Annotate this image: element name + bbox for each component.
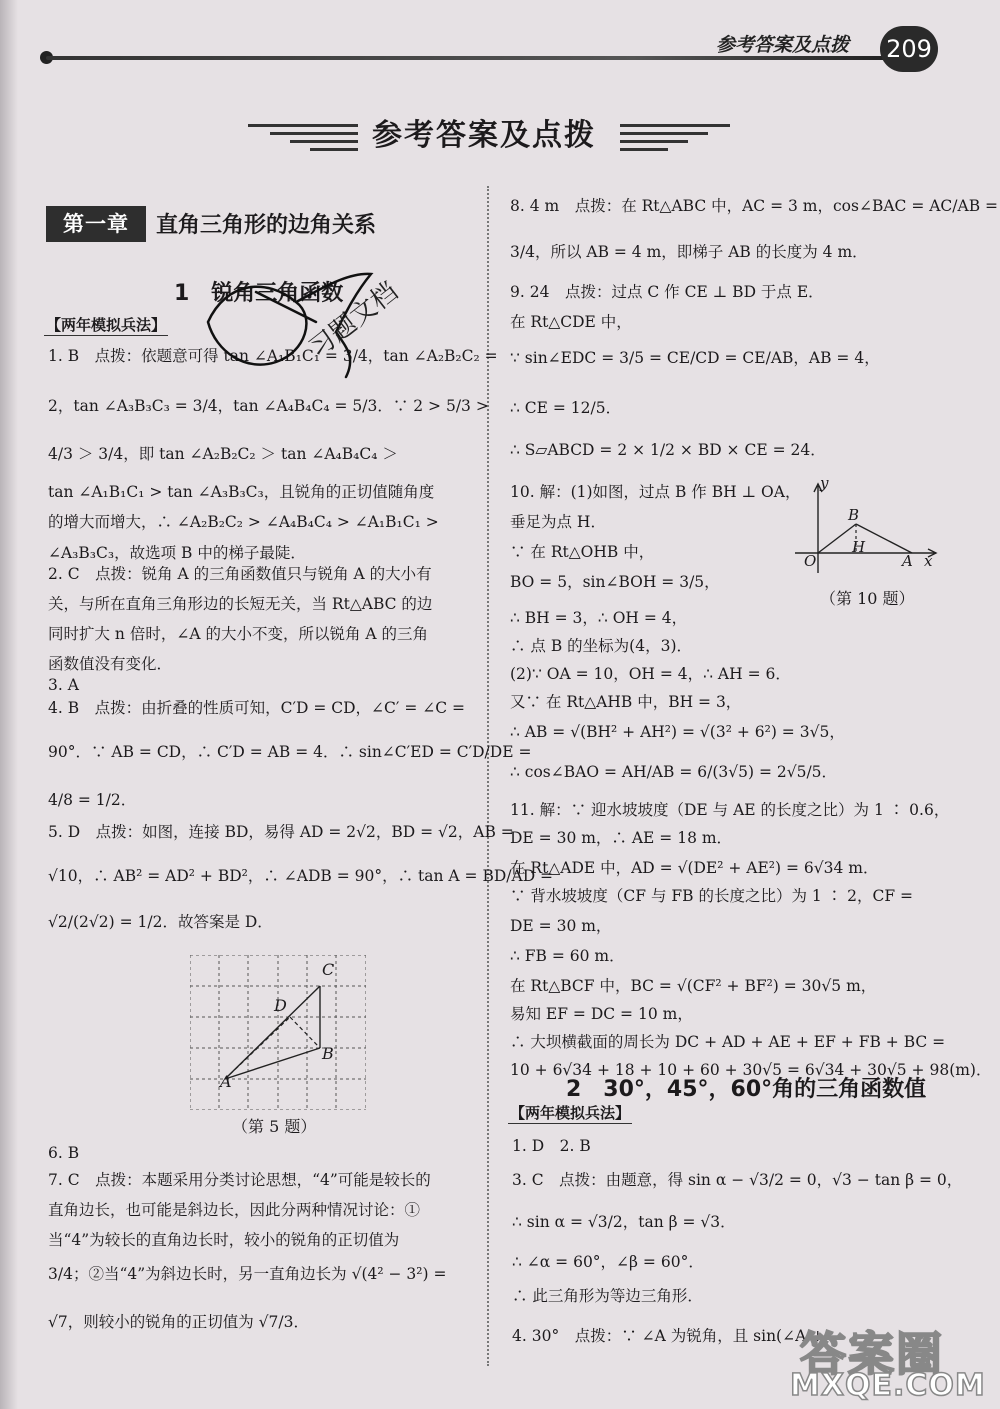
answer-line: 2，tan ∠A₃B₃C₃ = 3/4，tan ∠A₄B₄C₄ = 5/3．∵ 2 > 5/3 > [48,397,489,415]
answer-line: ∴ 此三角形为等边三角形． [512,1287,703,1305]
site-watermark-logo: 答案圈 [800,1327,944,1381]
answer-line: 9. 24 点拨：过点 C 作 CE ⊥ BD 于点 E． [510,283,824,301]
figure-10-label-o: O [804,552,817,570]
title-decoration-left [270,132,358,135]
answer-line: ∴ cos∠BAO = AH/AB = 6/(3√5) = 2√5/5． [510,763,838,781]
answer-line: 6. B [48,1144,80,1162]
handwritten-note: 习题文档 [303,276,404,365]
answer-line: 5. D 点拨：如图，连接 BD，易得 AD = 2√2，BD = √2，AB = [48,823,514,841]
section-1-practice-label: 【两年模拟兵法】 [46,316,167,334]
answer-line: ∴ BH = 3，∴ OH = 4， [510,609,688,627]
answer-line: ∴ CE = 12/5． [510,399,622,417]
main-title: 参考答案及点拨 [372,118,596,153]
figure-10-label-a: A [902,552,913,570]
answer-line: 90°．∵ AB = CD，∴ C′D = AB = 4．∴ sin∠C′ED = C′D/DE = [48,743,532,761]
title-decoration-left [290,140,358,143]
answer-line: 函数值没有变化． [48,655,173,673]
answer-line: √7，则较小的锐角的正切值为 √7/3． [48,1313,309,1331]
figure-10-caption: （第 10 题） [820,589,915,608]
section-2-title: 2 30°，45°，60°角的三角函数值 [566,1077,927,1102]
answer-line: 4/3 ＞ 3/4，即 tan ∠A₂B₂C₂ ＞ tan ∠A₄B₄C₄ ＞ [48,445,398,463]
answer-line: 10. 解：(1)如图，过点 B 作 BH ⊥ OA， [510,483,801,501]
chapter-title: 直角三角形的边角关系 [156,213,377,238]
answer-line: ∴ 点 B 的坐标为(4，3)． [510,637,692,655]
figure-5-label-c: C [322,960,335,979]
figure-5-caption: （第 5 题） [232,1117,317,1136]
answer-line: 4. 30° 点拨：∵ ∠A 为锐角，且 sin(∠A + [512,1327,825,1345]
answer-line: BO = 5，sin∠BOH = 3/5， [510,573,720,591]
answer-line: ∵ sin∠EDC = 3/5 = CE/CD = CE/AB，AB = 4， [510,349,880,367]
answer-line: 4/8 = 1/2． [48,791,137,809]
answer-line: 又∵ 在 Rt△AHB 中，BH = 3， [510,693,742,711]
answer-line: ∴ sin α = √3/2，tan β = √3． [512,1213,736,1231]
answer-line: 当“4”为较长的直角边长时，较小的锐角的正切值为 [48,1231,400,1249]
answer-line: ∠A₃B₃C₃，故选项 B 中的梯子最陡． [48,544,306,562]
figure-10-label-h: H [852,538,866,556]
answer-line: 的增大而增大，∴ ∠A₂B₂C₂ > ∠A₄B₄C₄ > ∠A₁B₁C₁ > [48,513,439,531]
answer-line: 1. B 点拨：依题意可得 tan ∠A₁B₁C₁ = 3/4，tan ∠A₂B₂C₂ = [48,347,498,365]
figure-5-label-a: A [220,1072,232,1091]
figure-10-label-b: B [848,506,860,524]
answer-line: 3. A [48,676,79,694]
answer-line: ∵ 在 Rt△OHB 中， [510,543,655,561]
answer-line: 直角边长，也可能是斜边长，因此分两种情况讨论：① [48,1201,421,1219]
page-number: 209 [880,26,938,72]
answer-line: 2. C 点拨：锐角 A 的三角函数值只与锐角 A 的大小有 [48,565,432,583]
segment-ab [225,1048,320,1079]
page-binding-shadow [0,0,18,1409]
answer-line: 同时扩大 n 倍时，∠A 的大小不变，所以锐角 A 的三角 [48,625,428,643]
answer-line: 在 Rt△BCF 中，BC = √(CF² + BF²) = 30√5 m， [510,977,877,995]
answer-line: DE = 30 m，∴ AE = 18 m． [510,829,733,847]
title-decoration-right [620,148,668,151]
answer-line: ∴ 大坝横截面的周长为 DC + AD + AE + EF + FB + BC = [510,1033,946,1051]
figure-10-label-x: x [924,552,933,570]
answer-line: 11. 解：∵ 迎水坡坡度（DE 与 AE 的长度之比）为 1 ∶ 0.6， [510,801,950,819]
answer-line: 3/4，所以 AB = 4 m，即梯子 AB 的长度为 4 m． [510,243,868,261]
answer-line: 易知 EF = DC = 10 m， [510,1005,693,1023]
answer-line: (2)∵ OA = 10，OH = 4，∴ AH = 6． [510,665,791,683]
answer-line: 4. B 点拨：由折叠的性质可知，C′D = CD，∠C′ = ∠C = [48,699,466,717]
figure-5-label-d: D [274,996,287,1015]
answer-line: ∵ 背水坡坡度（CF 与 FB 的长度之比）为 1 ∶ 2，CF = [510,887,914,905]
figure-5-grid [190,955,366,1110]
section-1-title: 1 锐角三角函数 [174,281,344,306]
answer-line: ∴ AB = √(BH² + AH²) = √(3² + 6²) = 3√5， [510,723,845,741]
title-decoration-left [310,148,358,151]
figure-5-label-b: B [322,1044,334,1063]
answer-line: ∴ ∠α = 60°，∠β = 60°． [512,1253,704,1271]
answer-line: √10，∴ AB² = AD² + BD²，∴ ∠ADB = 90°，∴ tan A = BD/AD = [48,867,554,885]
figure-10-label-y: y [820,474,829,492]
answer-line: DE = 30 m， [510,917,612,935]
answer-line: 3/4；②当“4”为斜边长时，另一直角边长为 √(4² − 3²) = [48,1265,447,1283]
title-decoration-right [620,124,730,127]
running-title: 参考答案及点拨 [716,34,850,56]
answer-line: tan ∠A₁B₁C₁ > tan ∠A₃B₃C₃，且锐角的正切值随角度 [48,483,435,501]
answer-line: ∴ FB = 60 m． [510,947,625,965]
answer-line: 垂足为点 H． [510,513,606,531]
answer-line: 8. 4 m 点拨：在 Rt△ABC 中，AC = 3 m，cos∠BAC = AC/AB = [510,197,999,215]
answer-line: √2/(2√2) = 1/2．故答案是 D． [48,913,273,931]
answer-line: 在 Rt△ADE 中，AD = √(DE² + AE²) = 6√34 m． [510,859,879,877]
section-2-practice-label: 【两年模拟兵法】 [510,1104,631,1122]
answer-line: 在 Rt△CDE 中， [510,313,632,331]
answer-line: ∴ S▱ABCD = 2 × 1/2 × BD × CE = 24． [510,441,826,459]
segment-ob [818,524,856,553]
title-decoration-right [620,140,688,143]
title-decoration-left [248,124,358,127]
answer-line: 7. C 点拨：本题采用分类讨论思想，“4”可能是较长的 [48,1171,431,1189]
answer-line: 关，与所在直角三角形边的长短无关，当 Rt△ABC 的边 [48,595,433,613]
answer-line: 1. D 2. B [512,1137,591,1155]
title-decoration-right [620,132,708,135]
answer-line: 3. C 点拨：由题意，得 sin α − √3/2 = 0，√3 − tan β = 0， [512,1171,963,1189]
chapter-label: 第一章 [46,206,146,242]
answer-line: 10 + 6√34 + 18 + 10 + 60 + 30√5 = 6√34 + 30√5 + 98(m)． [510,1061,992,1079]
site-watermark-url: MXQE.COM [790,1368,986,1403]
